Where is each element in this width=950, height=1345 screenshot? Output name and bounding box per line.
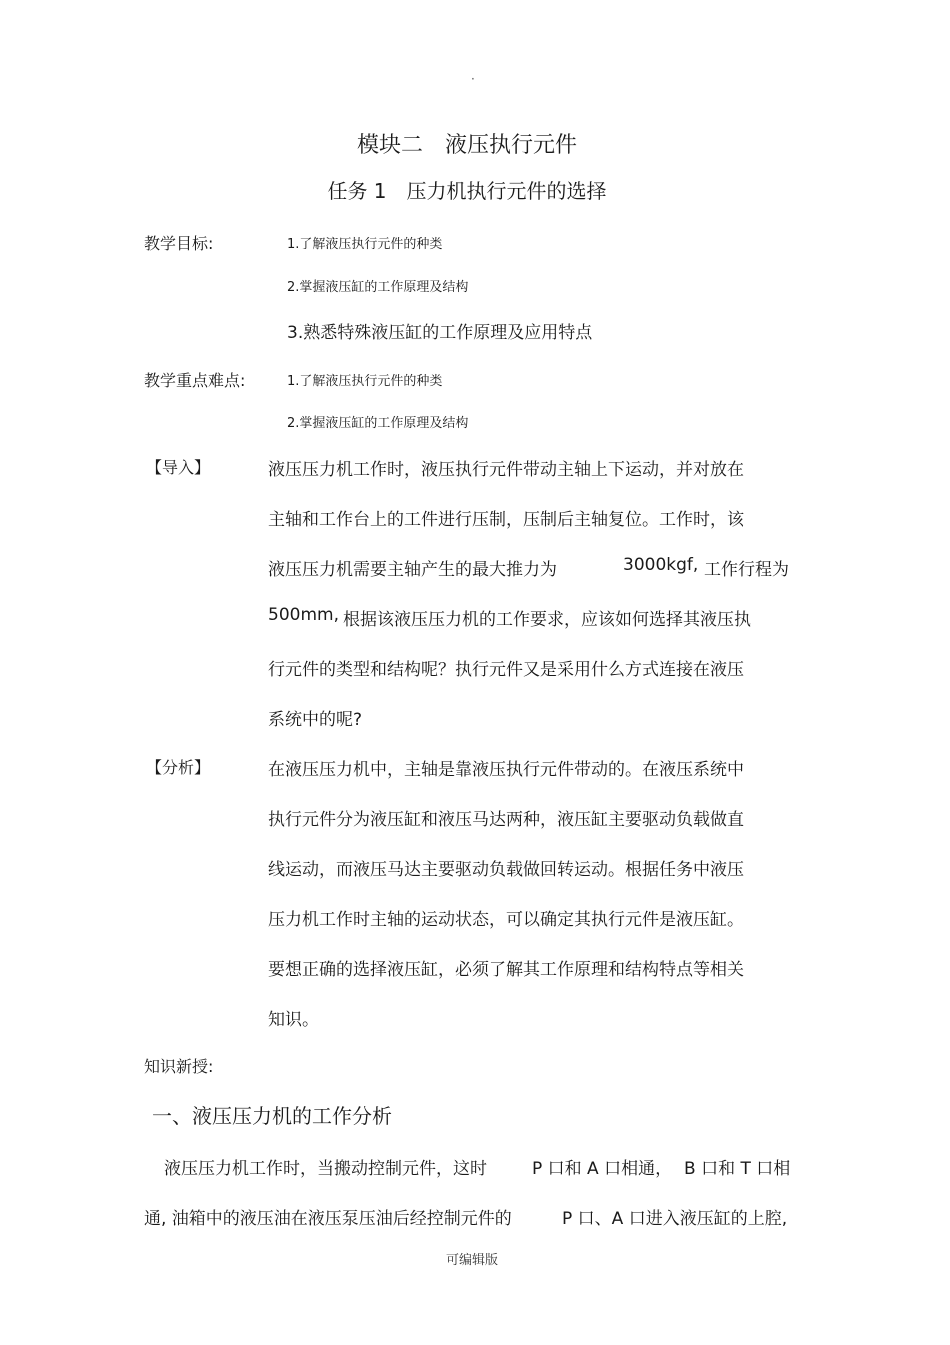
intro-line: 行元件的类型和结构呢？执行元件又是采用什么方式连接在液压 (268, 660, 744, 680)
intro-line: 根据该液压压力机的工作要求，应该如何选择其液压执 (343, 610, 751, 630)
key-point-item: 1.了解液压执行元件的种类 (287, 374, 443, 389)
section-heading: 一、液压压力机的工作分析 (152, 1104, 392, 1128)
key-point-item: 2.掌握液压缸的工作原理及结构 (287, 416, 469, 431)
objectives-label: 教学目标: (144, 234, 214, 253)
body-line: 液压压力机工作时，当搬动控制元件，这时 (164, 1159, 487, 1179)
objective-item: 3.熟悉特殊液压缸的工作原理及应用特点 (287, 323, 593, 343)
body-line: B 口和 T 口相 (684, 1159, 791, 1179)
body-line: P 口、A 口进入液压缸的上腔, (562, 1209, 788, 1229)
intro-line: 工作行程为 (704, 560, 789, 580)
intro-label: 【导入】 (146, 458, 211, 477)
new-knowledge-label: 知识新授: (144, 1057, 214, 1076)
body-line: P 口和 A 口相通， (532, 1159, 673, 1179)
page-footer: 可编辑版 (445, 1253, 498, 1268)
objective-item: 2.掌握液压缸的工作原理及结构 (287, 280, 469, 295)
analysis-line: 线运动，而液压马达主要驱动负载做回转运动。根据任务中液压 (268, 860, 744, 880)
intro-line: 液压压力机需要主轴产生的最大推力为 (268, 560, 557, 580)
analysis-line: 知识。 (268, 1010, 319, 1030)
analysis-line: 在液压压力机中，主轴是靠液压执行元件带动的。在液压系统中 (268, 760, 744, 780)
key-points-label: 教学重点难点: (144, 371, 246, 390)
intro-value-force: 3000kgf, (623, 555, 699, 575)
intro-line: 系统中的呢? (268, 710, 363, 730)
intro-line: 液压压力机工作时，液压执行元件带动主轴上下运动，并对放在 (268, 460, 744, 480)
header-mark: · (471, 72, 475, 86)
intro-line: 主轴和工作台上的工件进行压制，压制后主轴复位。工作时，该 (268, 510, 744, 530)
analysis-line: 执行元件分为液压缸和液压马达两种，液压缸主要驱动负载做直 (268, 810, 744, 830)
task-title: 任务 1 压力机执行元件的选择 (327, 179, 607, 203)
module-title: 模块二 液压执行元件 (356, 133, 577, 158)
analysis-line: 压力机工作时主轴的运动状态，可以确定其执行元件是液压缸。 (268, 910, 744, 930)
intro-value-stroke: 500mm, (268, 605, 339, 625)
objective-item: 1.了解液压执行元件的种类 (287, 237, 443, 252)
body-line: 通, 油箱中的液压油在液压泵压油后经控制元件的 (144, 1209, 512, 1229)
analysis-line: 要想正确的选择液压缸，必须了解其工作原理和结构特点等相关 (268, 960, 744, 980)
analysis-label: 【分析】 (146, 758, 211, 777)
